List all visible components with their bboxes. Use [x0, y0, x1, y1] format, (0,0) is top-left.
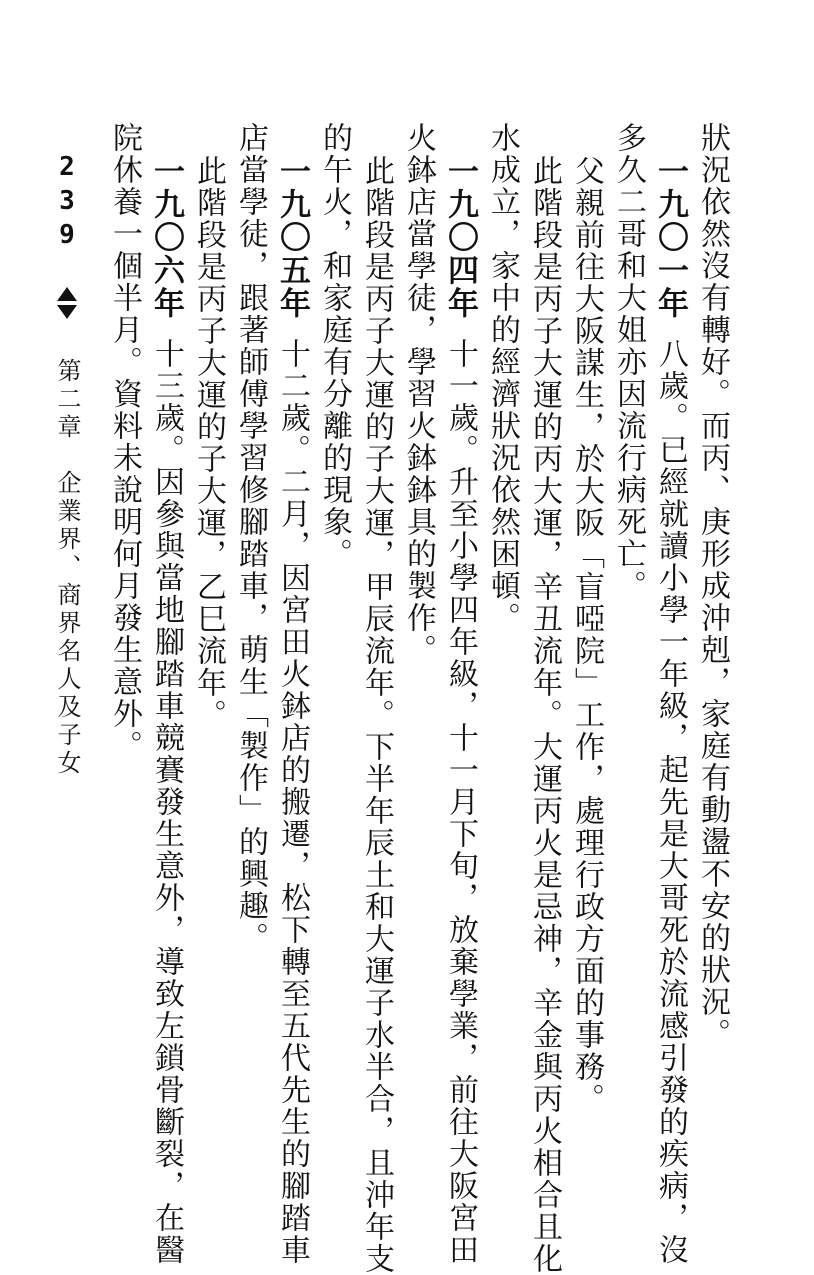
year-heading: 一九〇五年	[274, 155, 310, 320]
year-heading: 一九〇一年	[652, 155, 688, 320]
column-text: 多久二哥和大姐亦因流行病死亡。	[611, 122, 646, 602]
column-text: 十二歲。二月，因宮田火鉢店的搬遷，松下轉至五代先生的腳踏車	[275, 338, 310, 1266]
diamond-icon	[52, 286, 82, 320]
text-column-4	[566, 122, 606, 1115]
text-column-6	[482, 122, 522, 634]
column-text: 十一歲。升至小學四年級，十一月下旬，放棄學業，前往大阪宮田	[443, 338, 478, 1266]
text-column-14	[146, 122, 186, 1266]
column-text: 此階段是丙子大運的子大運，甲辰流年。下半年辰土和大運子水半合，且沖年支	[359, 155, 394, 1275]
text-column-2	[650, 122, 690, 1266]
text-column-15	[104, 122, 144, 762]
text-column-10	[314, 122, 354, 570]
text-column-11	[272, 122, 312, 1266]
column-text: 店當學徒，跟著師傅學習修腳踏車，萌生「製作」的興趣。	[233, 122, 268, 954]
page-number: 239	[52, 152, 82, 254]
column-text: 火鉢店當學徒，學習火鉢鉢具的製作。	[401, 122, 436, 666]
column-text: 院休養一個半月。資料未說明何月發生意外。	[107, 122, 142, 762]
year-heading: 一九〇六年	[148, 155, 184, 320]
column-text: 此階段是丙子大運的丙大運，辛丑流年。大運丙火是忌神，辛金與丙火相合且化	[527, 155, 562, 1275]
text-column-13	[188, 122, 228, 731]
column-text: 狀況依然沒有轉好。而丙、庚形成沖剋，家庭有動盪不安的狀況。	[695, 122, 730, 1050]
text-column-1	[692, 122, 732, 1050]
text-column-8	[398, 122, 438, 666]
text-column-5	[524, 122, 564, 1275]
column-text: 此階段是丙子大運的子大運，乙巳流年。	[191, 155, 226, 731]
column-text: 八歲。已經就讀小學一年級，起先是大哥死於流感引發的疾病，沒	[653, 338, 688, 1266]
text-column-12	[230, 122, 270, 954]
text-column-7	[440, 122, 480, 1266]
chapter-label: 第二章	[53, 358, 81, 442]
text-column-3	[608, 122, 648, 602]
year-heading: 一九〇四年	[442, 155, 478, 320]
chapter-title: 企業界、商界名人及子女	[53, 470, 81, 778]
column-text: 的午火，和家庭有分離的現象。	[317, 122, 352, 570]
column-text: 水成立，家中的經濟狀況依然困頓。	[485, 122, 520, 634]
text-column-9	[356, 122, 396, 1275]
column-text: 父親前往大阪謀生，於大阪「盲啞院」工作，處理行政方面的事務。	[569, 155, 604, 1115]
page-footer	[52, 152, 82, 778]
column-text: 十三歲。因參與當地腳踏車競賽發生意外，導致左鎖骨斷裂，在醫	[149, 338, 184, 1266]
